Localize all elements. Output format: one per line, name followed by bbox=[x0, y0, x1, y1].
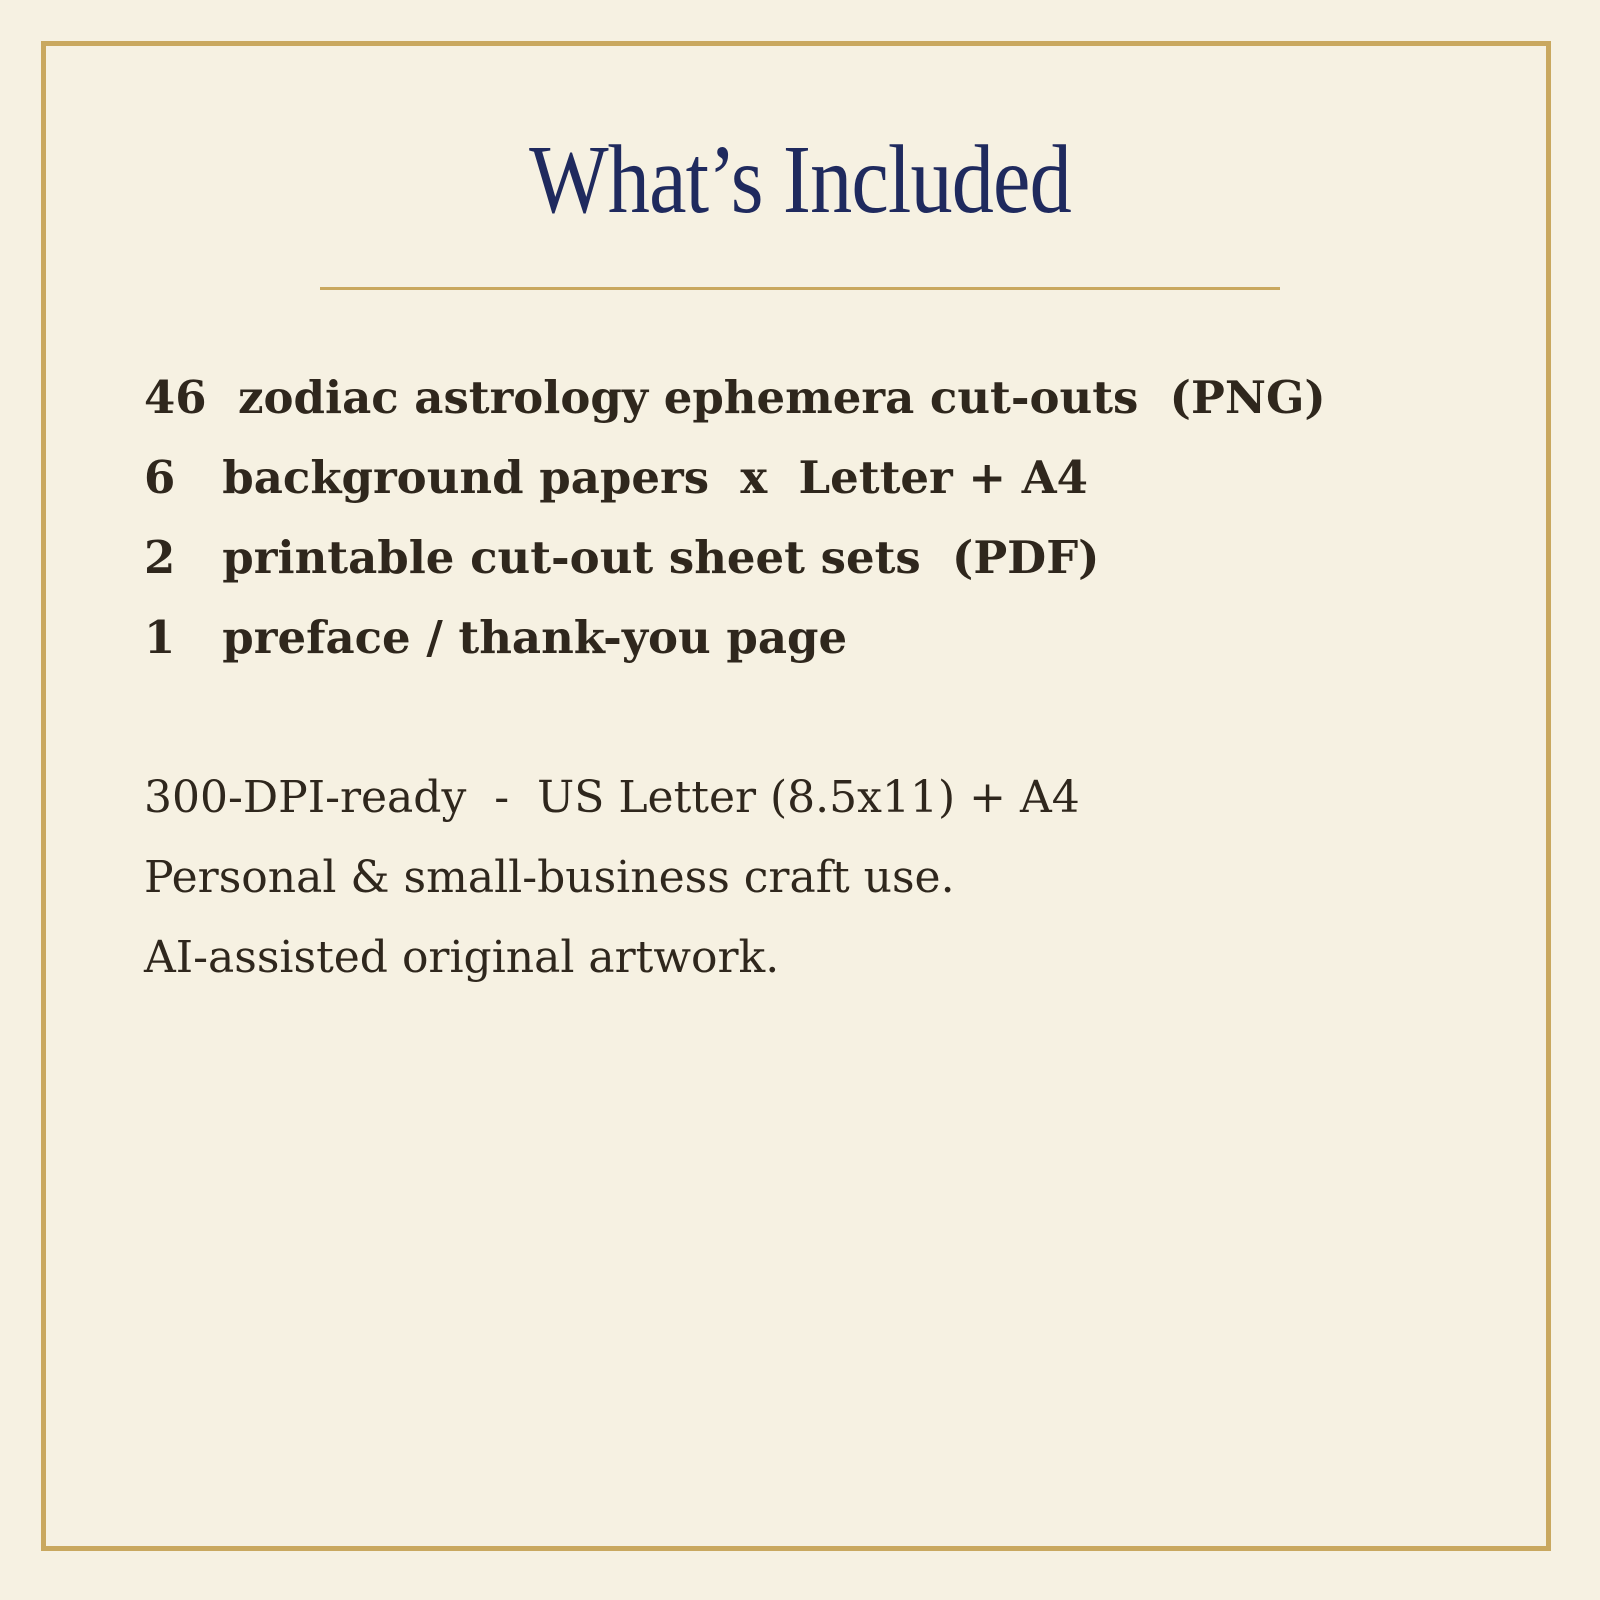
note-license: Personal & small-business craft use. bbox=[144, 852, 955, 903]
title-divider bbox=[320, 287, 1280, 290]
details-notes bbox=[144, 758, 1080, 998]
included-item-sheet-sets: 2 printable cut-out sheet sets (PDF) bbox=[144, 531, 1100, 584]
note-ai-assisted: AI-assisted original artwork. bbox=[144, 932, 780, 983]
page-title: What’s Included bbox=[529, 126, 1071, 234]
included-items-list bbox=[144, 358, 1326, 678]
included-item-backgrounds: 6 background papers x Letter + A4 bbox=[144, 451, 1088, 504]
note-resolution: 300-DPI-ready - US Letter (8.5x11) + A4 bbox=[144, 772, 1080, 823]
included-item-preface: 1 preface / thank-you page bbox=[144, 611, 848, 664]
included-item-cutouts: 46 zodiac astrology ephemera cut-outs (PNG) bbox=[144, 371, 1326, 424]
